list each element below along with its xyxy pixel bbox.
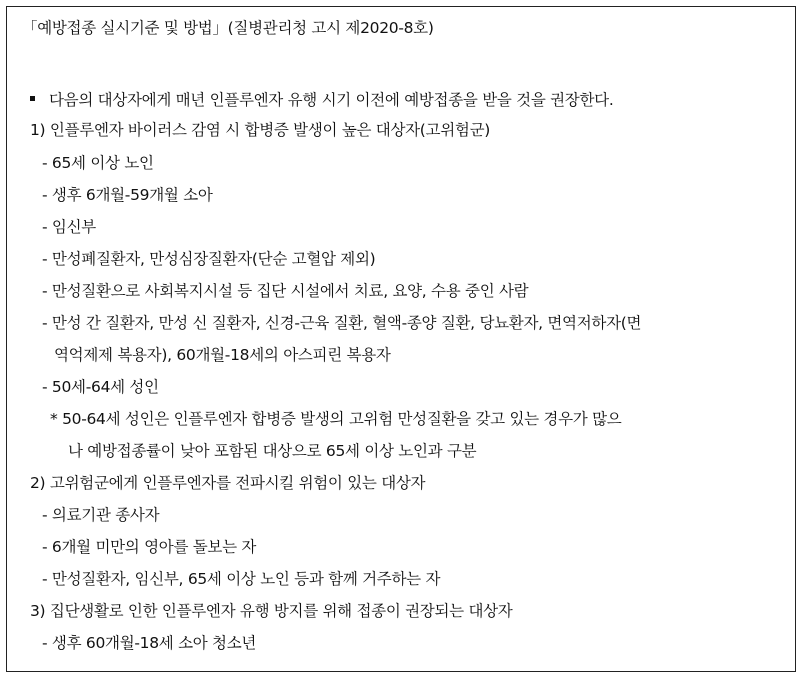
section-2-heading: 2) 고위험군에게 인플루엔자를 전파시킬 위험이 있는 대상자: [30, 474, 426, 492]
section-2-item: - 만성질환자, 임신부, 65세 이상 노인 등과 함께 거주하는 자: [42, 570, 441, 588]
section-1-item: - 만성질환으로 사회복지시설 등 집단 시설에서 치료, 요양, 수용 중인 사람: [42, 282, 529, 300]
section-2-item: - 6개월 미만의 영아를 돌보는 자: [42, 538, 257, 556]
section-1-item: - 만성폐질환자, 만성심장질환자(단순 고혈압 제외): [42, 250, 376, 268]
intro-line: [22, 90, 613, 110]
section-1-item: - 임신부: [42, 218, 96, 236]
section-1-item: - 65세 이상 노인: [42, 154, 154, 172]
section-1-note: * 50-64세 성인은 인플루엔자 합병증 발생의 고위험 만성질환을 갖고 있는 경우가 많으: [50, 410, 622, 428]
section-2-item: - 의료기관 종사자: [42, 506, 160, 524]
section-1-item: - 만성 간 질환자, 만성 신 질환자, 신경-근육 질환, 혈액-종양 질환, 당뇨환자, 면역저하자(면: [42, 314, 642, 332]
section-1-item-continuation: 역억제제 복용자), 60개월-18세의 아스피린 복용자: [54, 346, 391, 364]
section-1-item: - 50세-64세 성인: [42, 378, 159, 396]
section-1-item: - 생후 6개월-59개월 소아: [42, 186, 213, 204]
section-1-note-continuation: 나 예방접종률이 낮아 포함된 대상으로 65세 이상 노인과 구분: [68, 442, 477, 460]
document-title: 「예방접종 실시기준 및 방법」(질병관리청 고시 제2020-8호): [22, 19, 434, 37]
section-1-heading: 1) 인플루엔자 바이러스 감염 시 합병증 발생이 높은 대상자(고위험군): [30, 121, 490, 139]
bullet-icon: [30, 96, 35, 101]
section-3-heading: 3) 집단생활로 인한 인플루엔자 유행 방지를 위해 접종이 권장되는 대상자: [30, 602, 513, 620]
intro-text: 다음의 대상자에게 매년 인플루엔자 유행 시기 이전에 예방접종을 받을 것을 권장한다.: [49, 91, 614, 109]
section-3-item: - 생후 60개월-18세 소아 청소년: [42, 634, 257, 652]
